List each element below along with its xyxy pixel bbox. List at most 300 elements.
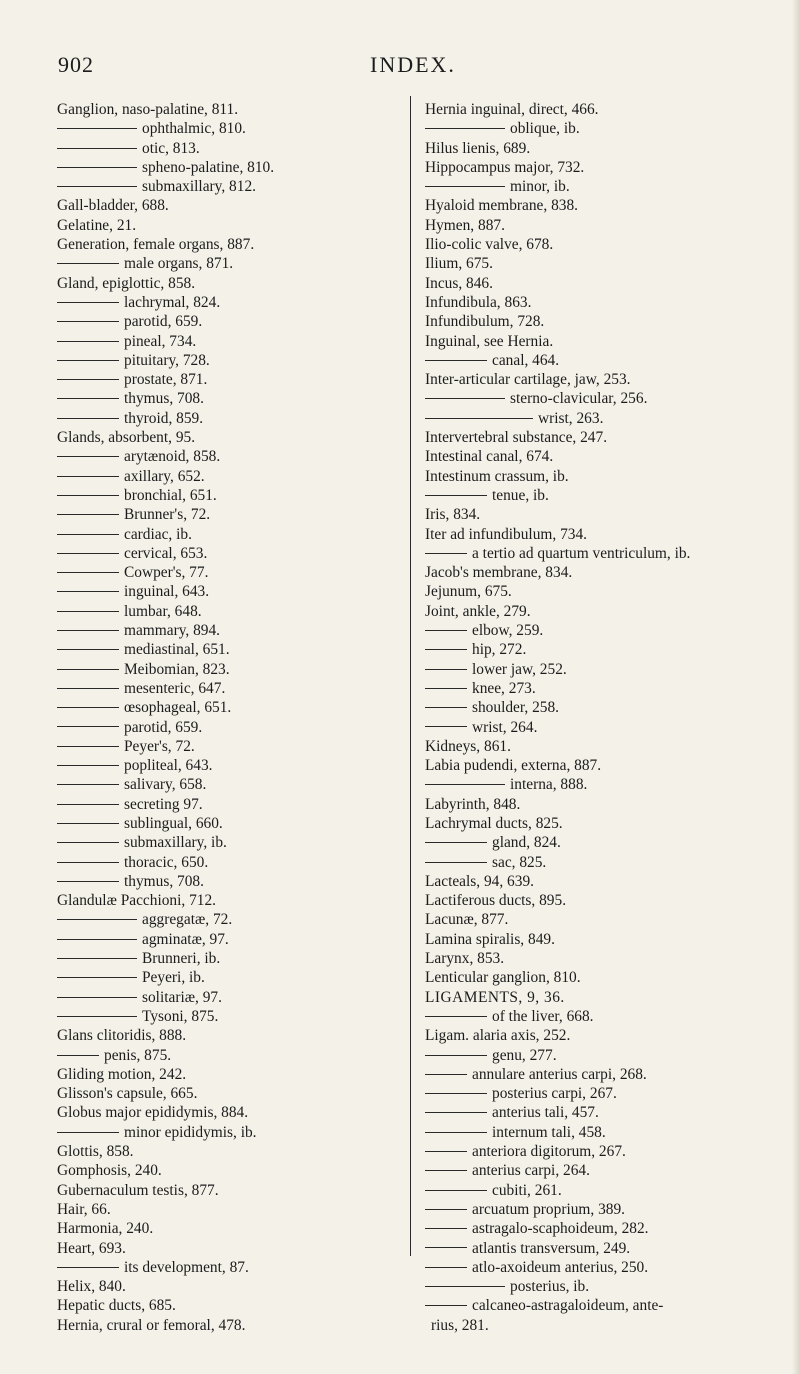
ditto-dash <box>57 514 119 515</box>
index-subentry <box>57 467 397 486</box>
index-subentry <box>57 370 397 389</box>
index-subentry <box>57 775 397 794</box>
ditto-dash <box>425 707 467 708</box>
ditto-dash <box>425 1305 467 1306</box>
ditto-dash <box>57 939 137 940</box>
index-entry-text: sterno-clavicular, 256. <box>510 390 648 408</box>
ditto-dash <box>57 302 119 303</box>
index-entry <box>425 930 770 949</box>
index-entry-text: Hilus lienis, 689. <box>425 139 531 157</box>
index-entry-text: Joint, ankle, 279. <box>425 602 531 620</box>
index-entry-text: Brunneri, ib. <box>142 950 221 968</box>
index-entry-text: œsophageal, 651. <box>124 699 232 717</box>
index-subentry <box>425 1142 770 1161</box>
ditto-dash <box>57 919 137 920</box>
index-entry <box>57 1296 397 1315</box>
index-entry <box>425 505 770 524</box>
ditto-dash <box>425 360 487 361</box>
index-entry-text: rius, 281. <box>431 1316 489 1334</box>
ditto-dash <box>425 1151 467 1152</box>
index-entry <box>57 1181 397 1200</box>
ditto-dash <box>57 669 119 670</box>
index-subentry <box>57 177 397 196</box>
ditto-dash <box>57 321 119 322</box>
index-entry-text: solitariæ, 97. <box>142 988 222 1006</box>
ditto-dash <box>57 553 119 554</box>
ditto-dash <box>57 784 119 785</box>
index-entry <box>425 274 770 293</box>
index-entry-text: its development, 87. <box>124 1258 249 1276</box>
ditto-dash <box>425 1016 487 1017</box>
index-entry-text: prostate, 871. <box>124 371 208 389</box>
index-entry-text: parotid, 659. <box>124 313 203 331</box>
index-subentry <box>425 1046 770 1065</box>
index-entry <box>57 1161 397 1180</box>
index-entry <box>57 891 397 910</box>
index-entry <box>425 582 770 601</box>
index-entry-text: Infundibula, 863. <box>425 293 532 311</box>
index-entry-text: aggregatæ, 72. <box>142 911 233 929</box>
index-entry-text: parotid, 659. <box>124 718 203 736</box>
index-entry <box>425 737 770 756</box>
index-subentry <box>57 312 397 331</box>
page-edge-shadow <box>792 0 800 1374</box>
ditto-dash <box>425 649 467 650</box>
index-entry <box>425 988 770 1007</box>
index-entry-text: Globus major epididymis, 884. <box>57 1104 249 1122</box>
ditto-dash <box>425 186 505 187</box>
index-entry-text: spheno-palatine, 810. <box>142 158 275 176</box>
ditto-dash <box>57 534 119 535</box>
index-entry <box>57 1026 397 1045</box>
ditto-dash <box>425 784 505 785</box>
column-divider <box>410 96 411 1256</box>
index-subentry <box>57 158 397 177</box>
index-entry <box>425 1026 770 1045</box>
index-entry-text: otic, 813. <box>142 139 200 157</box>
index-entry-text: Hernia inguinal, direct, 466. <box>425 101 599 118</box>
index-subentry <box>57 949 397 968</box>
index-entry-text: calcaneo-astragaloideum, ante- <box>472 1297 664 1315</box>
ditto-dash <box>425 495 487 496</box>
index-subentry <box>425 718 770 737</box>
index-entry-text: Ligam. alaria axis, 252. <box>425 1027 571 1045</box>
index-entry-text: interna, 888. <box>510 776 588 794</box>
index-entry-text: cardiac, ib. <box>124 525 192 543</box>
index-entry-text: thymus, 708. <box>124 872 204 890</box>
index-entry-text: lower jaw, 252. <box>472 660 567 678</box>
index-entry-text: Gliding motion, 242. <box>57 1065 187 1083</box>
index-entry <box>425 756 770 775</box>
index-subentry <box>57 254 397 273</box>
ditto-dash <box>57 823 119 824</box>
index-entry <box>425 312 770 331</box>
index-entry-text: Heart, 693. <box>57 1239 126 1257</box>
index-entry-text: Intestinal canal, 674. <box>425 448 554 466</box>
index-entry-text: Jacob's membrane, 834. <box>425 564 573 582</box>
ditto-dash <box>57 804 119 805</box>
ditto-dash <box>425 1093 487 1094</box>
index-entry-text: Peyer's, 72. <box>124 737 195 755</box>
index-subentry <box>425 1200 770 1219</box>
index-entry <box>425 563 770 582</box>
index-entry-text: a tertio ad quartum ventriculum, ib. <box>472 544 691 562</box>
index-entry-text: Infundibulum, 728. <box>425 313 545 331</box>
index-entry-text: submaxillary, 812. <box>142 178 256 196</box>
index-entry-text: Gubernaculum testis, 877. <box>57 1181 219 1199</box>
index-subentry <box>57 698 397 717</box>
ditto-dash <box>425 1055 487 1056</box>
ditto-dash <box>57 842 119 843</box>
ditto-dash <box>57 572 119 573</box>
index-entry <box>57 235 397 254</box>
index-entry-text: Ilio-colic valve, 678. <box>425 236 554 254</box>
index-entry-text: Intestinum crassum, ib. <box>425 467 569 485</box>
index-entry-text: oblique, ib. <box>510 120 580 138</box>
index-entry-text: Labyrinth, 848. <box>425 795 521 813</box>
index-subentry <box>57 872 397 891</box>
index-entry-text: secreting 97. <box>124 795 203 813</box>
ditto-dash <box>57 958 137 959</box>
index-subentry <box>57 814 397 833</box>
ditto-dash <box>57 611 119 612</box>
index-entry <box>57 1200 397 1219</box>
index-subentry <box>57 718 397 737</box>
index-column-left <box>57 100 397 1335</box>
index-entry-text: tenue, ib. <box>492 486 549 504</box>
index-entry-text: of the liver, 668. <box>492 1007 594 1025</box>
ditto-dash <box>57 341 119 342</box>
index-entry-text: Iris, 834. <box>425 506 481 524</box>
index-subentry <box>425 1258 770 1277</box>
ditto-dash <box>57 379 119 380</box>
index-entry-text: Gelatine, 21. <box>57 216 137 234</box>
index-subentry <box>425 177 770 196</box>
ditto-dash <box>425 1112 487 1113</box>
index-subentry <box>57 988 397 1007</box>
index-subentry <box>57 910 397 929</box>
index-subentry <box>425 1103 770 1122</box>
index-entry-text: Glans clitoridis, 888. <box>57 1027 187 1045</box>
ditto-dash <box>425 1170 467 1171</box>
index-subentry <box>57 505 397 524</box>
ditto-dash <box>425 1074 467 1075</box>
ditto-dash <box>57 360 119 361</box>
index-entry <box>425 602 770 621</box>
index-entry-text: annulare anterius carpi, 268. <box>472 1065 647 1083</box>
index-entry-text: Hepatic ducts, 685. <box>57 1297 176 1315</box>
index-entry-text: Kidneys, 861. <box>425 737 511 755</box>
index-subentry <box>57 351 397 370</box>
index-entry-text: Lactiferous ducts, 895. <box>425 892 567 910</box>
index-entry <box>425 447 770 466</box>
index-subentry <box>425 1065 770 1084</box>
index-subentry <box>425 351 770 370</box>
index-entry-text: Glottis, 858. <box>57 1143 134 1161</box>
index-entry <box>425 100 770 119</box>
ditto-dash <box>425 1132 487 1133</box>
ditto-dash <box>57 1132 119 1133</box>
index-subentry <box>57 1007 397 1026</box>
index-entry-text: Lacunæ, 877. <box>425 911 509 929</box>
index-entry-text: lachrymal, 824. <box>124 293 221 311</box>
index-entry <box>57 1103 397 1122</box>
index-subentry <box>425 486 770 505</box>
ditto-dash <box>425 1247 467 1248</box>
index-entry-text: inguinal, 643. <box>124 583 210 601</box>
index-entry <box>425 139 770 158</box>
index-entry-text: Meibomian, 823. <box>124 660 230 678</box>
index-subentry <box>425 640 770 659</box>
ditto-dash <box>425 1228 467 1229</box>
index-subentry <box>57 640 397 659</box>
ditto-dash <box>425 128 505 129</box>
index-entry-text: astragalo-scaphoideum, 282. <box>472 1220 649 1238</box>
index-subentry <box>57 293 397 312</box>
index-entry-text: anterius carpi, 264. <box>472 1162 590 1180</box>
index-subentry <box>57 602 397 621</box>
index-subentry <box>425 1161 770 1180</box>
page-header <box>58 52 758 82</box>
index-subentry <box>57 332 397 351</box>
index-subentry <box>57 139 397 158</box>
index-entry-text: popliteal, 643. <box>124 757 213 775</box>
index-entry <box>57 1065 397 1084</box>
index-entry-text: elbow, 259. <box>472 622 544 640</box>
index-entry <box>425 332 770 351</box>
index-entry-text: Gall-bladder, 688. <box>57 197 169 215</box>
index-subentry <box>57 853 397 872</box>
index-entry-text: anteriora digitorum, 267. <box>472 1143 626 1161</box>
index-entry-text: sac, 825. <box>492 853 547 871</box>
ditto-dash <box>57 456 119 457</box>
index-entry-text: Lenticular ganglion, 810. <box>425 969 581 987</box>
index-entry-text: thoracic, 650. <box>124 853 209 871</box>
ditto-dash <box>57 997 137 998</box>
index-entry-text: Cowper's, 77. <box>124 564 209 582</box>
index-entry-text: Hair, 66. <box>57 1200 111 1218</box>
ditto-dash <box>425 726 467 727</box>
index-entry-text: wrist, 264. <box>472 718 538 736</box>
index-subentry <box>57 660 397 679</box>
index-entry-text: arytænoid, 858. <box>124 448 221 466</box>
index-entry <box>425 525 770 544</box>
index-subentry <box>425 1123 770 1142</box>
index-entry <box>425 216 770 235</box>
index-entry-text: Intervertebral substance, 247. <box>425 429 608 447</box>
ditto-dash <box>425 1190 487 1191</box>
index-entry-text: Iter ad infundibulum, 734. <box>425 525 587 543</box>
index-subentry <box>425 833 770 852</box>
index-entry-text: Hymen, 887. <box>425 216 505 234</box>
index-subentry <box>425 1239 770 1258</box>
index-entry <box>425 814 770 833</box>
ditto-dash <box>57 630 119 631</box>
index-entry-text: internum tali, 458. <box>492 1123 606 1141</box>
index-entry-text: Helix, 840. <box>57 1278 126 1296</box>
index-subentry <box>57 1046 397 1065</box>
index-entry-text: bronchial, 651. <box>124 486 217 504</box>
ditto-dash <box>57 649 119 650</box>
ditto-dash <box>425 862 487 863</box>
index-entry <box>57 1219 397 1238</box>
index-entry-text: submaxillary, ib. <box>124 834 227 852</box>
index-entry-text: Ilium, 675. <box>425 255 493 273</box>
index-subentry <box>425 1277 770 1296</box>
index-entry-text: canal, 464. <box>492 351 560 369</box>
index-entry <box>425 254 770 273</box>
index-entry-text: Generation, female organs, 887. <box>57 236 255 254</box>
index-entry <box>425 370 770 389</box>
index-entry <box>425 428 770 447</box>
running-head: INDEX. <box>370 52 456 77</box>
index-subentry <box>425 1181 770 1200</box>
index-entry-text: cervical, 653. <box>124 544 208 562</box>
index-subentry <box>425 698 770 717</box>
index-subentry <box>425 1219 770 1238</box>
index-entry <box>57 1277 397 1296</box>
ditto-dash <box>57 1016 137 1017</box>
index-entry <box>57 100 397 119</box>
index-entry-text: cubiti, 261. <box>492 1181 562 1199</box>
index-subentry <box>57 525 397 544</box>
index-entry <box>425 467 770 486</box>
index-entry-text: hip, 272. <box>472 641 527 659</box>
index-entry <box>425 891 770 910</box>
index-entry-text: Jejunum, 675. <box>425 583 512 601</box>
index-entry-text: Glands, absorbent, 95. <box>57 429 196 447</box>
index-entry-text: mammary, 894. <box>124 622 221 640</box>
index-entry <box>57 1084 397 1103</box>
index-subentry <box>425 1296 770 1315</box>
index-subentry <box>425 621 770 640</box>
index-entry-text: Tysoni, 875. <box>142 1007 219 1025</box>
index-subentry <box>425 389 770 408</box>
index-entry <box>425 910 770 929</box>
index-entry-text: Ganglion, naso-palatine, 811. <box>57 101 239 118</box>
index-subentry <box>57 1123 397 1142</box>
index-entry-text: LIGAMENTS, 9, 36. <box>425 988 565 1006</box>
index-subentry <box>425 775 770 794</box>
index-entry <box>57 216 397 235</box>
index-subentry <box>57 582 397 601</box>
index-entry-text: penis, 875. <box>104 1046 172 1064</box>
ditto-dash <box>57 977 137 978</box>
index-entry-text: arcuatum proprium, 389. <box>472 1200 626 1218</box>
ditto-dash <box>57 167 137 168</box>
ditto-dash <box>57 862 119 863</box>
index-entry-text: Brunner's, 72. <box>124 506 211 524</box>
index-entry <box>425 872 770 891</box>
index-entry <box>425 235 770 254</box>
ditto-dash <box>57 881 119 882</box>
index-entry-text: Lacteals, 94, 639. <box>425 872 534 890</box>
index-entry-text: axillary, 652. <box>124 467 205 485</box>
ditto-dash <box>57 688 119 689</box>
index-subentry <box>57 119 397 138</box>
index-entry-text: Hernia, crural or femoral, 478. <box>57 1316 246 1334</box>
ditto-dash <box>425 688 467 689</box>
ditto-dash <box>425 1286 505 1287</box>
index-entry-text: Hippocampus major, 732. <box>425 158 585 176</box>
index-subentry <box>57 486 397 505</box>
ditto-dash <box>57 418 119 419</box>
index-entry-text: Lachrymal ducts, 825. <box>425 814 563 832</box>
index-subentry <box>425 544 770 563</box>
index-subentry <box>57 930 397 949</box>
index-entry <box>57 428 397 447</box>
ditto-dash <box>425 630 467 631</box>
index-entry <box>425 1316 770 1335</box>
ditto-dash <box>57 746 119 747</box>
index-entry-text: mediastinal, 651. <box>124 641 230 659</box>
ditto-dash <box>425 553 467 554</box>
index-entry-text: Hyaloid membrane, 838. <box>425 197 579 215</box>
index-entry-text: Lamina spiralis, 849. <box>425 930 555 948</box>
index-entry-text: knee, 273. <box>472 679 536 697</box>
index-subentry <box>425 853 770 872</box>
index-entry-text: ophthalmic, 810. <box>142 120 246 138</box>
index-entry <box>425 293 770 312</box>
index-subentry <box>57 737 397 756</box>
index-entry <box>57 196 397 215</box>
index-entry-text: minor epididymis, ib. <box>124 1123 257 1141</box>
index-entry-text: gland, 824. <box>492 834 561 852</box>
index-subentry <box>57 795 397 814</box>
index-subentry <box>57 544 397 563</box>
index-entry-text: Larynx, 853. <box>425 950 505 968</box>
index-subentry <box>425 1084 770 1103</box>
index-subentry <box>57 409 397 428</box>
index-entry-text: Inguinal, see Hernia. <box>425 332 554 350</box>
index-entry-text: genu, 277. <box>492 1046 557 1064</box>
index-entry-text: male organs, 871. <box>124 255 234 273</box>
index-entry-text: Harmonia, 240. <box>57 1220 154 1238</box>
index-subentry <box>425 660 770 679</box>
index-subentry <box>425 119 770 138</box>
ditto-dash <box>57 1267 119 1268</box>
index-entry-text: lumbar, 648. <box>124 602 202 620</box>
ditto-dash <box>57 263 119 264</box>
index-entry <box>57 1316 397 1335</box>
ditto-dash <box>57 148 137 149</box>
index-entry-text: Labia pudendi, externa, 887. <box>425 757 602 775</box>
ditto-dash <box>57 726 119 727</box>
index-entry-text: atlantis transversum, 249. <box>472 1239 631 1257</box>
ditto-dash <box>425 418 533 419</box>
page-number: 902 <box>58 52 94 77</box>
ditto-dash <box>425 842 487 843</box>
index-entry-text: sublingual, 660. <box>124 814 223 832</box>
index-subentry <box>425 1007 770 1026</box>
index-entry-text: atlo-axoideum anterius, 250. <box>472 1258 649 1276</box>
index-subentry <box>57 833 397 852</box>
index-entry-text: posterius, ib. <box>510 1278 590 1296</box>
ditto-dash <box>57 591 119 592</box>
index-entry-text: Gomphosis, 240. <box>57 1162 162 1180</box>
index-subentry <box>57 1258 397 1277</box>
index-entry-text: Glandulæ Pacchioni, 712. <box>57 892 217 910</box>
ditto-dash <box>57 765 119 766</box>
index-subentry <box>57 756 397 775</box>
ditto-dash <box>57 128 137 129</box>
ditto-dash <box>425 1267 467 1268</box>
ditto-dash <box>57 398 119 399</box>
index-entry <box>57 1239 397 1258</box>
index-entry <box>425 949 770 968</box>
index-entry <box>425 158 770 177</box>
index-entry-text: pituitary, 728. <box>124 351 210 369</box>
